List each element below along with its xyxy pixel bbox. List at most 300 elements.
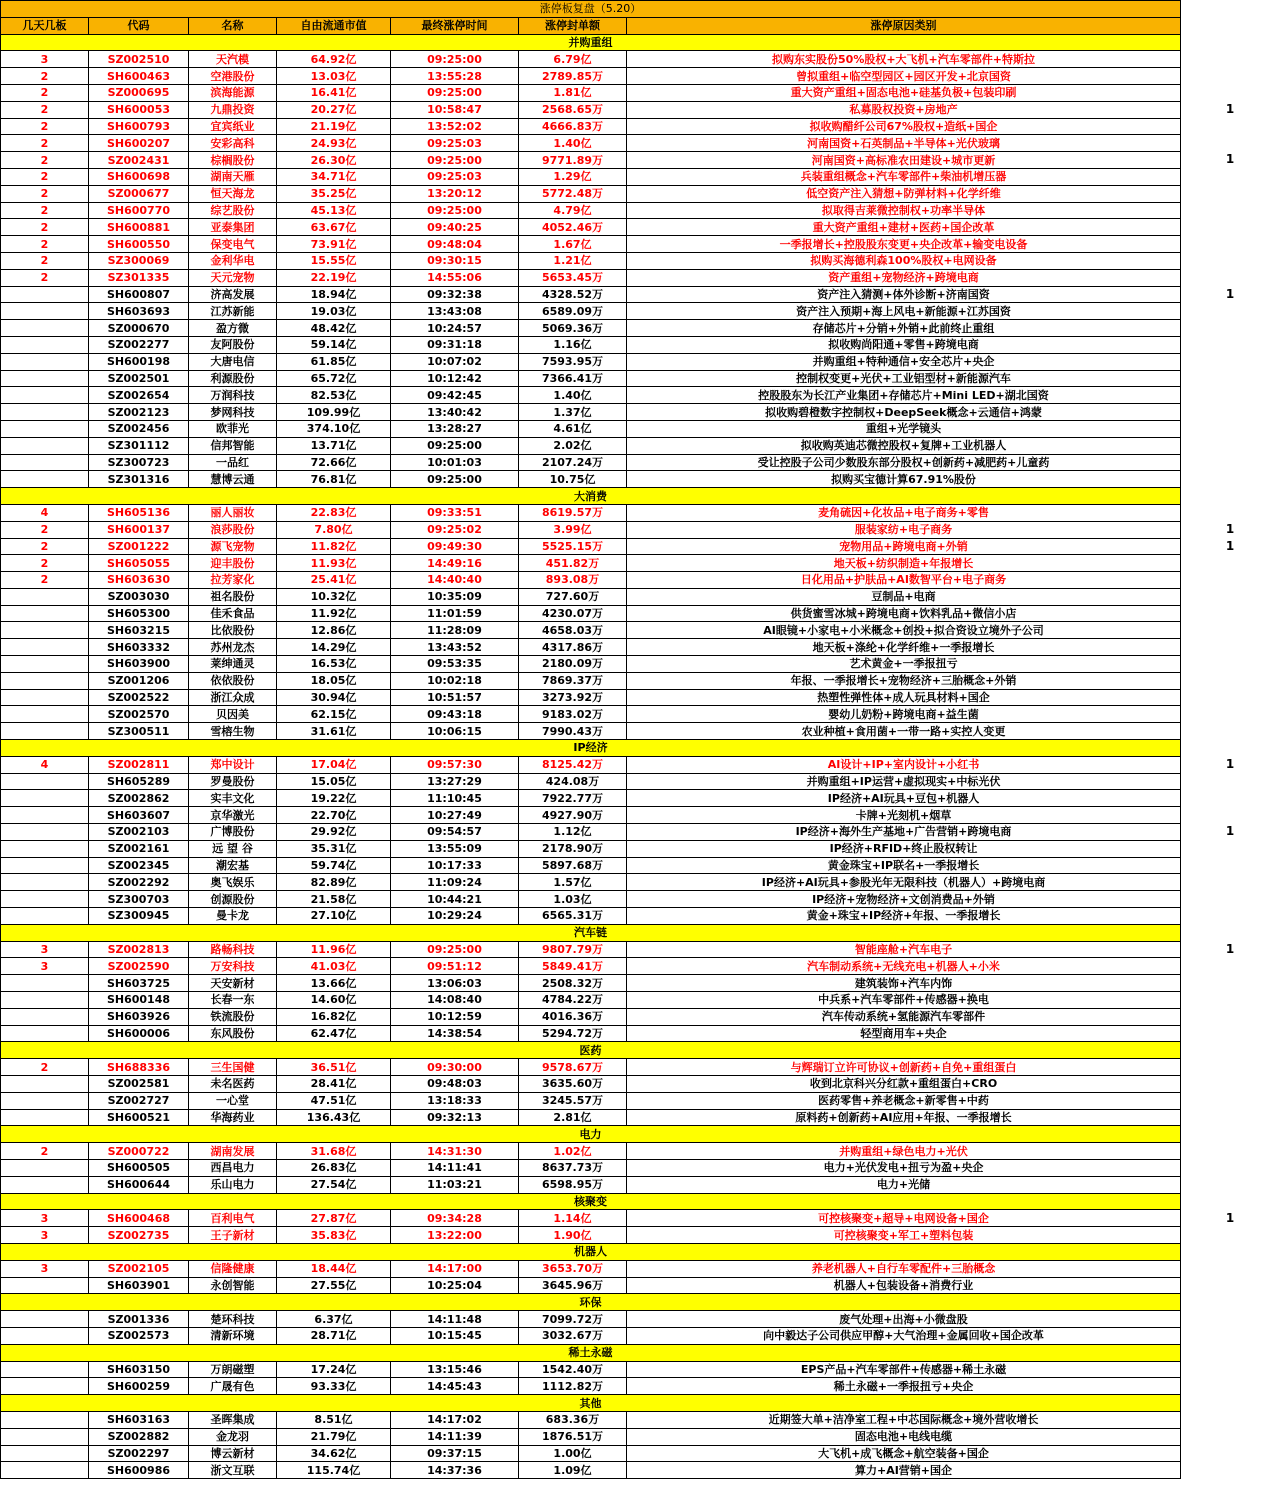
reason-cell: IP经济+AI玩具+豆包+机器人: [627, 790, 1181, 807]
table-row: [1, 336, 1181, 353]
reason-cell: 控制权变更+光伏+工业铝型材+新能源汽车: [627, 370, 1181, 387]
final-time-cell: 10:24:57: [391, 320, 519, 337]
category-label: 电力: [1, 1126, 1181, 1143]
table-row: [1, 908, 1181, 925]
table-row: [1, 269, 1181, 286]
code-cell: SH603725: [89, 975, 189, 992]
reason-cell: 日化用品+护肤品+AI数智平台+电子商务: [627, 572, 1181, 589]
seal-amount-cell: 8637.73万: [519, 1159, 627, 1176]
code-cell: SZ002735: [89, 1227, 189, 1244]
table-row: [1, 857, 1181, 874]
stock-name-cell: 潮宏基: [189, 857, 277, 874]
side-marks-column: [1180, 0, 1280, 1487]
table-row: [1, 622, 1181, 639]
float-cap-cell: 48.42亿: [277, 320, 391, 337]
header-row: [1, 17, 1181, 34]
float-cap-cell: 19.03亿: [277, 303, 391, 320]
stock-name-cell: 罗曼股份: [189, 773, 277, 790]
seal-amount-cell: 1.40亿: [519, 135, 627, 152]
days-cell: 2: [1, 269, 89, 286]
reason-cell: 医药零售+养老概念+新零售+中药: [627, 1092, 1181, 1109]
reason-cell: 年报、一季报增长+宠物经济+三胎概念+外销: [627, 672, 1181, 689]
reason-cell: 可控核聚变+军工+塑料包装: [627, 1227, 1181, 1244]
days-cell: 2: [1, 168, 89, 185]
days-cell: 3: [1, 958, 89, 975]
code-cell: SH603901: [89, 1277, 189, 1294]
stock-name-cell: 九鼎投资: [189, 101, 277, 118]
seal-amount-cell: 451.82万: [519, 555, 627, 572]
days-cell: [1, 840, 89, 857]
float-cap-cell: 45.13亿: [277, 202, 391, 219]
reason-cell: 一季报增长+控股股东变更+央企改革+输变电设备: [627, 236, 1181, 253]
stock-name-cell: 浪莎股份: [189, 521, 277, 538]
final-time-cell: 10:51:57: [391, 689, 519, 706]
seal-amount-cell: 7990.43万: [519, 723, 627, 740]
stock-name-cell: 信隆健康: [189, 1260, 277, 1277]
float-cap-cell: 62.15亿: [277, 706, 391, 723]
float-cap-cell: 11.82亿: [277, 538, 391, 555]
seal-amount-cell: 1.21亿: [519, 252, 627, 269]
category-row: [1, 1042, 1181, 1059]
category-row: [1, 1193, 1181, 1210]
category-label: 汽车链: [1, 924, 1181, 941]
final-time-cell: 09:32:38: [391, 286, 519, 303]
seal-amount-cell: 7099.72万: [519, 1311, 627, 1328]
float-cap-cell: 61.85亿: [277, 353, 391, 370]
code-cell: SZ002292: [89, 874, 189, 891]
stock-name-cell: 永创智能: [189, 1277, 277, 1294]
days-cell: 2: [1, 185, 89, 202]
reason-cell: IP经济+RFID+终止股权转让: [627, 840, 1181, 857]
final-time-cell: 09:25:00: [391, 202, 519, 219]
category-label: 医药: [1, 1042, 1181, 1059]
code-cell: SZ002510: [89, 51, 189, 68]
table-row: [1, 807, 1181, 824]
final-time-cell: 09:25:03: [391, 168, 519, 185]
seal-amount-cell: 1112.82万: [519, 1378, 627, 1395]
final-time-cell: 10:17:33: [391, 857, 519, 874]
side-mark: 1: [1225, 101, 1235, 116]
final-time-cell: 13:55:09: [391, 840, 519, 857]
final-time-cell: 14:37:36: [391, 1462, 519, 1479]
stock-name-cell: 广晟有色: [189, 1378, 277, 1395]
final-time-cell: 14:17:02: [391, 1411, 519, 1428]
float-cap-cell: 21.19亿: [277, 118, 391, 135]
code-cell: SZ002727: [89, 1092, 189, 1109]
days-cell: 3: [1, 1260, 89, 1277]
reason-cell: 中兵系+汽车零部件+传感器+换电: [627, 992, 1181, 1009]
reason-cell: 拟购买海德利森100%股权+电网设备: [627, 252, 1181, 269]
table-row: [1, 1159, 1181, 1176]
stock-name-cell: 创源股份: [189, 891, 277, 908]
stock-name-cell: 京华激光: [189, 807, 277, 824]
table-row: [1, 101, 1181, 118]
code-cell: SZ000670: [89, 320, 189, 337]
days-cell: 2: [1, 521, 89, 538]
days-cell: [1, 857, 89, 874]
reason-cell: 废气处理+出海+小微盘股: [627, 1311, 1181, 1328]
code-cell: SZ002862: [89, 790, 189, 807]
seal-amount-cell: 3032.67万: [519, 1327, 627, 1344]
float-cap-cell: 17.24亿: [277, 1361, 391, 1378]
reason-cell: 卡牌+光刻机+烟草: [627, 807, 1181, 824]
days-cell: [1, 689, 89, 706]
final-time-cell: 14:08:40: [391, 992, 519, 1009]
days-cell: [1, 773, 89, 790]
seal-amount-cell: 3645.96万: [519, 1277, 627, 1294]
table-row: [1, 437, 1181, 454]
days-cell: [1, 1361, 89, 1378]
seal-amount-cell: 6598.95万: [519, 1176, 627, 1193]
title-row: [1, 1, 1181, 18]
stock-name-cell: 莱绅通灵: [189, 656, 277, 673]
code-cell: SZ001336: [89, 1311, 189, 1328]
category-label: 大消费: [1, 488, 1181, 505]
days-cell: [1, 1076, 89, 1093]
stock-name-cell: 郑中设计: [189, 756, 277, 773]
table-row: [1, 975, 1181, 992]
reason-cell: IP经济+海外生产基地+广告营销+跨境电商: [627, 824, 1181, 841]
final-time-cell: 14:49:16: [391, 555, 519, 572]
final-time-cell: 09:43:18: [391, 706, 519, 723]
float-cap-cell: 11.93亿: [277, 555, 391, 572]
reason-cell: 地天板+涤纶+化学纤维+一季报增长: [627, 639, 1181, 656]
final-time-cell: 14:55:06: [391, 269, 519, 286]
seal-amount-cell: 9183.02万: [519, 706, 627, 723]
days-cell: 4: [1, 756, 89, 773]
reason-cell: 固态电池+电线电缆: [627, 1428, 1181, 1445]
days-cell: 2: [1, 135, 89, 152]
sheet-title: 涨停板复盘（5.20）: [1, 1, 1181, 18]
days-cell: 2: [1, 219, 89, 236]
table-row: [1, 252, 1181, 269]
reason-cell: 拟收购碧橙数字控制权+DeepSeek概念+云通信+鸿蒙: [627, 404, 1181, 421]
days-cell: [1, 706, 89, 723]
seal-amount-cell: 1.12亿: [519, 824, 627, 841]
seal-amount-cell: 1.57亿: [519, 874, 627, 891]
final-time-cell: 10:02:18: [391, 672, 519, 689]
reason-cell: 豆制品+电商: [627, 588, 1181, 605]
seal-amount-cell: 1.81亿: [519, 84, 627, 101]
final-time-cell: 09:51:12: [391, 958, 519, 975]
side-mark: 1: [1225, 824, 1235, 839]
reason-cell: 拟收购英迪芯微控股权+复牌+工业机器人: [627, 437, 1181, 454]
seal-amount-cell: 9771.89万: [519, 152, 627, 169]
final-time-cell: 11:01:59: [391, 605, 519, 622]
table-row: [1, 891, 1181, 908]
table-row: [1, 790, 1181, 807]
final-time-cell: 10:35:09: [391, 588, 519, 605]
float-cap-cell: 76.81亿: [277, 471, 391, 488]
code-cell: SH605055: [89, 555, 189, 572]
table-row: [1, 1092, 1181, 1109]
stock-name-cell: 远 望 谷: [189, 840, 277, 857]
days-cell: [1, 1176, 89, 1193]
float-cap-cell: 27.87亿: [277, 1210, 391, 1227]
stock-name-cell: 棕榈股份: [189, 152, 277, 169]
stock-name-cell: 王子新材: [189, 1227, 277, 1244]
table-row: [1, 1378, 1181, 1395]
float-cap-cell: 136.43亿: [277, 1109, 391, 1126]
days-cell: [1, 975, 89, 992]
code-cell: SH600505: [89, 1159, 189, 1176]
days-cell: [1, 286, 89, 303]
code-cell: SZ300703: [89, 891, 189, 908]
reason-cell: 私募股权投资+房地产: [627, 101, 1181, 118]
float-cap-cell: 59.14亿: [277, 336, 391, 353]
float-cap-cell: 30.94亿: [277, 689, 391, 706]
final-time-cell: 11:03:21: [391, 1176, 519, 1193]
table-row: [1, 68, 1181, 85]
table-row: [1, 135, 1181, 152]
stock-name-cell: 华海药业: [189, 1109, 277, 1126]
code-cell: SZ002277: [89, 336, 189, 353]
table-row: [1, 1227, 1181, 1244]
final-time-cell: 09:25:03: [391, 135, 519, 152]
days-cell: [1, 891, 89, 908]
stock-name-cell: 未名医药: [189, 1076, 277, 1093]
code-cell: SZ002522: [89, 689, 189, 706]
days-cell: [1, 790, 89, 807]
final-time-cell: 10:01:03: [391, 454, 519, 471]
stock-name-cell: 安彩高科: [189, 135, 277, 152]
category-row: [1, 1395, 1181, 1412]
final-time-cell: 09:53:35: [391, 656, 519, 673]
float-cap-cell: 14.29亿: [277, 639, 391, 656]
float-cap-cell: 82.89亿: [277, 874, 391, 891]
seal-amount-cell: 1.90亿: [519, 1227, 627, 1244]
stock-name-cell: 苏州龙杰: [189, 639, 277, 656]
final-time-cell: 10:12:59: [391, 1008, 519, 1025]
code-cell: SH605289: [89, 773, 189, 790]
days-cell: [1, 874, 89, 891]
final-time-cell: 14:40:40: [391, 572, 519, 589]
final-time-cell: 09:32:13: [391, 1109, 519, 1126]
days-cell: [1, 387, 89, 404]
final-time-cell: 14:38:54: [391, 1025, 519, 1042]
days-cell: [1, 320, 89, 337]
column-header-seal-amount: 涨停封单额: [519, 17, 627, 34]
seal-amount-cell: 1876.51万: [519, 1428, 627, 1445]
final-time-cell: 10:12:42: [391, 370, 519, 387]
final-time-cell: 10:29:24: [391, 908, 519, 925]
stock-name-cell: 佳禾食品: [189, 605, 277, 622]
float-cap-cell: 47.51亿: [277, 1092, 391, 1109]
float-cap-cell: 24.93亿: [277, 135, 391, 152]
seal-amount-cell: 5294.72万: [519, 1025, 627, 1042]
seal-amount-cell: 1.02亿: [519, 1143, 627, 1160]
seal-amount-cell: 4016.36万: [519, 1008, 627, 1025]
float-cap-cell: 7.80亿: [277, 521, 391, 538]
reason-cell: 麦角硫因+化妆品+电子商务+零售: [627, 504, 1181, 521]
code-cell: SZ002103: [89, 824, 189, 841]
category-row: [1, 1243, 1181, 1260]
days-cell: [1, 1462, 89, 1479]
table-row: [1, 1176, 1181, 1193]
float-cap-cell: 12.86亿: [277, 622, 391, 639]
final-time-cell: 14:11:39: [391, 1428, 519, 1445]
table-row: [1, 656, 1181, 673]
stock-name-cell: 综艺股份: [189, 202, 277, 219]
table-row: [1, 504, 1181, 521]
final-time-cell: 09:57:30: [391, 756, 519, 773]
stock-name-cell: 利源股份: [189, 370, 277, 387]
seal-amount-cell: 1.14亿: [519, 1210, 627, 1227]
table-row: [1, 1462, 1181, 1479]
reason-cell: 控股股东为长江产业集团+存储芯片+Mini LED+湖北国资: [627, 387, 1181, 404]
seal-amount-cell: 5653.45万: [519, 269, 627, 286]
category-row: [1, 34, 1181, 51]
stock-name-cell: 江苏新能: [189, 303, 277, 320]
float-cap-cell: 13.66亿: [277, 975, 391, 992]
stock-name-cell: 一心堂: [189, 1092, 277, 1109]
days-cell: [1, 1277, 89, 1294]
float-cap-cell: 34.62亿: [277, 1445, 391, 1462]
reason-cell: 农业种植+食用菌+一带一路+实控人变更: [627, 723, 1181, 740]
code-cell: SZ002590: [89, 958, 189, 975]
days-cell: [1, 404, 89, 421]
reason-cell: 资产重组+宠物经济+跨境电商: [627, 269, 1181, 286]
float-cap-cell: 25.41亿: [277, 572, 391, 589]
reason-cell: 汽车制动系统+无线充电+机器人+小米: [627, 958, 1181, 975]
seal-amount-cell: 1.16亿: [519, 336, 627, 353]
stock-name-cell: 宜宾纸业: [189, 118, 277, 135]
code-cell: SZ301335: [89, 269, 189, 286]
code-cell: SH600463: [89, 68, 189, 85]
category-label: 环保: [1, 1294, 1181, 1311]
float-cap-cell: 65.72亿: [277, 370, 391, 387]
days-cell: 2: [1, 236, 89, 253]
code-cell: SH603607: [89, 807, 189, 824]
final-time-cell: 10:58:47: [391, 101, 519, 118]
code-cell: SH603215: [89, 622, 189, 639]
table-row: [1, 773, 1181, 790]
final-time-cell: 13:28:27: [391, 420, 519, 437]
float-cap-cell: 11.96亿: [277, 941, 391, 958]
table-row: [1, 84, 1181, 101]
column-header-reason: 涨停原因类别: [627, 17, 1181, 34]
float-cap-cell: 27.54亿: [277, 1176, 391, 1193]
days-cell: 2: [1, 555, 89, 572]
days-cell: [1, 454, 89, 471]
seal-amount-cell: 6565.31万: [519, 908, 627, 925]
seal-amount-cell: 7869.37万: [519, 672, 627, 689]
days-cell: [1, 1311, 89, 1328]
final-time-cell: 10:07:02: [391, 353, 519, 370]
seal-amount-cell: 4.61亿: [519, 420, 627, 437]
code-cell: SZ002882: [89, 1428, 189, 1445]
stock-name-cell: 金龙羽: [189, 1428, 277, 1445]
days-cell: [1, 824, 89, 841]
stock-name-cell: 博云新材: [189, 1445, 277, 1462]
code-cell: SZ300945: [89, 908, 189, 925]
final-time-cell: 09:30:15: [391, 252, 519, 269]
stock-name-cell: 祖名股份: [189, 588, 277, 605]
float-cap-cell: 21.79亿: [277, 1428, 391, 1445]
stock-name-cell: 友阿股份: [189, 336, 277, 353]
float-cap-cell: 16.53亿: [277, 656, 391, 673]
table-row: [1, 454, 1181, 471]
category-label: 机器人: [1, 1243, 1181, 1260]
days-cell: 2: [1, 572, 89, 589]
days-cell: 4: [1, 504, 89, 521]
side-mark: 1: [1225, 152, 1235, 167]
stock-name-cell: 实丰文化: [189, 790, 277, 807]
reason-cell: 并购重组+特种通信+安全芯片+央企: [627, 353, 1181, 370]
table-row: [1, 639, 1181, 656]
code-cell: SH600148: [89, 992, 189, 1009]
stock-name-cell: 丽人丽妆: [189, 504, 277, 521]
final-time-cell: 09:25:02: [391, 521, 519, 538]
final-time-cell: 14:45:43: [391, 1378, 519, 1395]
table-row: [1, 168, 1181, 185]
reason-cell: 拟购买宝德计算67.91%股份: [627, 471, 1181, 488]
final-time-cell: 09:31:18: [391, 336, 519, 353]
seal-amount-cell: 2789.85万: [519, 68, 627, 85]
final-time-cell: 09:34:28: [391, 1210, 519, 1227]
code-cell: SH600468: [89, 1210, 189, 1227]
table-row: [1, 756, 1181, 773]
stock-name-cell: 信邦智能: [189, 437, 277, 454]
reason-cell: 原料药+创新药+AI应用+年报、一季报增长: [627, 1109, 1181, 1126]
final-time-cell: 09:54:57: [391, 824, 519, 841]
code-cell: SH603900: [89, 656, 189, 673]
seal-amount-cell: 5849.41万: [519, 958, 627, 975]
reason-cell: 宠物用品+跨境电商+外销: [627, 538, 1181, 555]
final-time-cell: 14:11:48: [391, 1311, 519, 1328]
table-row: [1, 1260, 1181, 1277]
table-row: [1, 992, 1181, 1009]
seal-amount-cell: 6589.09万: [519, 303, 627, 320]
stock-name-cell: 清新环境: [189, 1327, 277, 1344]
seal-amount-cell: 727.60万: [519, 588, 627, 605]
stock-name-cell: 广博股份: [189, 824, 277, 841]
float-cap-cell: 35.83亿: [277, 1227, 391, 1244]
seal-amount-cell: 7366.41万: [519, 370, 627, 387]
reason-cell: 资产注入猜测+体外诊断+济南国资: [627, 286, 1181, 303]
float-cap-cell: 34.71亿: [277, 168, 391, 185]
stock-name-cell: 万安科技: [189, 958, 277, 975]
code-cell: SH600550: [89, 236, 189, 253]
days-cell: 2: [1, 1143, 89, 1160]
stock-name-cell: 依依股份: [189, 672, 277, 689]
code-cell: SH600053: [89, 101, 189, 118]
category-label: 稀土永磁: [1, 1344, 1181, 1361]
code-cell: SH603332: [89, 639, 189, 656]
float-cap-cell: 73.91亿: [277, 236, 391, 253]
table-row: [1, 1143, 1181, 1160]
final-time-cell: 14:31:30: [391, 1143, 519, 1160]
stock-name-cell: 空港股份: [189, 68, 277, 85]
code-cell: SZ301112: [89, 437, 189, 454]
code-cell: SH605300: [89, 605, 189, 622]
code-cell: SZ002297: [89, 1445, 189, 1462]
code-cell: SZ001222: [89, 538, 189, 555]
final-time-cell: 13:43:52: [391, 639, 519, 656]
table-row: [1, 1109, 1181, 1126]
days-cell: [1, 1428, 89, 1445]
float-cap-cell: 11.92亿: [277, 605, 391, 622]
category-label: IP经济: [1, 740, 1181, 757]
code-cell: SZ003030: [89, 588, 189, 605]
table-row: [1, 303, 1181, 320]
final-time-cell: 13:20:12: [391, 185, 519, 202]
reason-cell: 河南国资+石英制品+半导体+光伏玻璃: [627, 135, 1181, 152]
table-row: [1, 1311, 1181, 1328]
days-cell: [1, 656, 89, 673]
category-row: [1, 488, 1181, 505]
days-cell: [1, 1327, 89, 1344]
